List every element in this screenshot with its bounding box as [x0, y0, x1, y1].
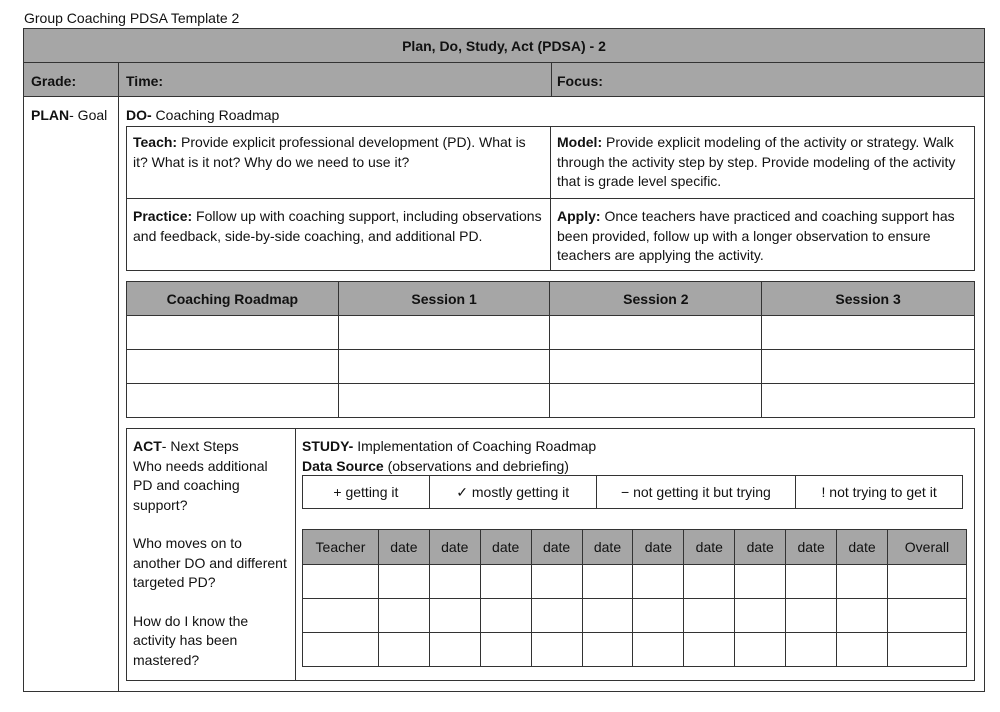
rating-getting-it: + getting it	[303, 476, 430, 509]
study-cell[interactable]	[480, 633, 531, 667]
divider	[551, 62, 552, 97]
form-header	[23, 28, 985, 63]
act-question-3: How do I know the activity has been mastered?	[133, 612, 249, 668]
study-cell[interactable]	[303, 565, 379, 599]
study-label-bold: STUDY-	[302, 438, 354, 454]
roadmap-cell[interactable]	[127, 350, 339, 384]
rating-not-trying: ! not trying to get it	[796, 476, 963, 509]
session-cell[interactable]	[338, 384, 550, 418]
roadmap-header-row	[127, 282, 975, 316]
column-divider	[118, 97, 119, 692]
divider	[118, 62, 119, 97]
study-cell[interactable]	[378, 565, 429, 599]
roadmap-header-cell: Coaching Roadmap	[127, 282, 339, 316]
session-cell[interactable]	[762, 350, 975, 384]
study-cell[interactable]	[837, 599, 888, 633]
study-cell[interactable]	[582, 565, 633, 599]
session-1-header: Session 1	[338, 282, 550, 316]
plan-label: PLAN	[31, 107, 70, 123]
info-row	[23, 62, 985, 97]
study-cell[interactable]	[429, 565, 480, 599]
do-label	[126, 106, 279, 126]
study-cell[interactable]	[837, 565, 888, 599]
session-cell[interactable]	[762, 384, 975, 418]
study-cell[interactable]	[735, 599, 786, 633]
study-cell[interactable]	[786, 599, 837, 633]
model-box	[550, 126, 975, 199]
model-label: Model:	[557, 134, 603, 150]
date-header: date	[582, 530, 633, 565]
apply-box	[550, 198, 975, 271]
date-header: date	[429, 530, 480, 565]
study-header-row	[303, 530, 967, 565]
study-cell[interactable]	[429, 599, 480, 633]
practice-box	[126, 198, 551, 271]
form-header-title: Plan, Do, Study, Act (PDSA) - 2	[402, 37, 606, 54]
table-row	[127, 350, 975, 384]
act-question-1: Who needs additional PD and coaching support?	[133, 457, 268, 513]
teacher-header: Teacher	[303, 530, 379, 565]
date-header: date	[837, 530, 888, 565]
data-source-text: (observations and debriefing)	[383, 458, 569, 474]
date-header: date	[378, 530, 429, 565]
study-label-text: Implementation of Coaching Roadmap	[353, 438, 597, 454]
rating-key-row	[303, 476, 963, 509]
data-source-label	[302, 457, 569, 477]
study-cell[interactable]	[887, 565, 966, 599]
act-question-2: Who moves on to another DO and different targeted PD?	[133, 535, 287, 590]
study-cell[interactable]	[582, 633, 633, 667]
study-cell[interactable]	[633, 633, 684, 667]
study-cell[interactable]	[480, 599, 531, 633]
study-cell[interactable]	[837, 633, 888, 667]
focus-label: Focus:	[557, 73, 603, 89]
session-cell[interactable]	[338, 316, 550, 350]
act-label-text: - Next Steps	[161, 438, 239, 454]
study-cell[interactable]	[378, 599, 429, 633]
session-cell[interactable]	[550, 350, 762, 384]
session-2-header: Session 2	[550, 282, 762, 316]
study-cell[interactable]	[531, 565, 582, 599]
study-cell[interactable]	[887, 633, 966, 667]
study-data-table	[302, 529, 967, 667]
date-header: date	[633, 530, 684, 565]
study-cell[interactable]	[684, 565, 735, 599]
do-label-text: Coaching Roadmap	[151, 107, 280, 123]
session-cell[interactable]	[762, 316, 975, 350]
plan-goal-text: - Goal	[69, 107, 108, 123]
study-cell[interactable]	[480, 565, 531, 599]
teach-label: Teach:	[133, 134, 178, 150]
plan-goal-label	[31, 106, 107, 126]
act-label-bold: ACT	[133, 438, 162, 454]
roadmap-cell[interactable]	[127, 384, 339, 418]
session-cell[interactable]	[338, 350, 550, 384]
time-label: Time:	[126, 73, 164, 89]
table-row	[303, 633, 967, 667]
date-header: date	[480, 530, 531, 565]
act-label	[133, 437, 288, 457]
data-source-bold: Data Source	[302, 458, 384, 474]
session-cell[interactable]	[550, 316, 762, 350]
rating-not-getting-it-but-trying: − not getting it but trying	[596, 476, 796, 509]
document-title: Group Coaching PDSA Template 2	[24, 10, 240, 26]
study-cell[interactable]	[303, 599, 379, 633]
date-header: date	[786, 530, 837, 565]
date-header: date	[735, 530, 786, 565]
study-cell[interactable]	[633, 565, 684, 599]
study-cell[interactable]	[786, 633, 837, 667]
act-section	[133, 437, 288, 670]
coaching-roadmap-table	[126, 281, 975, 418]
rating-key	[302, 475, 963, 509]
study-cell[interactable]	[531, 633, 582, 667]
study-cell[interactable]	[786, 565, 837, 599]
study-cell[interactable]	[684, 599, 735, 633]
teach-box	[126, 126, 551, 199]
study-cell[interactable]	[378, 633, 429, 667]
session-3-header: Session 3	[762, 282, 975, 316]
act-study-divider	[295, 428, 296, 681]
study-cell[interactable]	[684, 633, 735, 667]
session-cell[interactable]	[550, 384, 762, 418]
rating-mostly-getting-it: ✓ mostly getting it	[429, 476, 596, 509]
grade-label: Grade:	[31, 73, 77, 89]
practice-label: Practice:	[133, 208, 193, 224]
table-row	[303, 565, 967, 599]
date-header: date	[531, 530, 582, 565]
study-cell[interactable]	[735, 633, 786, 667]
table-row	[303, 599, 967, 633]
study-cell[interactable]	[303, 633, 379, 667]
apply-label: Apply:	[557, 208, 601, 224]
study-cell[interactable]	[429, 633, 480, 667]
study-cell[interactable]	[735, 565, 786, 599]
study-cell[interactable]	[531, 599, 582, 633]
table-row	[127, 384, 975, 418]
do-label-bold: DO-	[126, 107, 152, 123]
apply-text: Once teachers have practiced and coaching support has been provided, follow up with a longer observation to ensure teachers are applying the activity.	[557, 208, 955, 263]
study-cell[interactable]	[582, 599, 633, 633]
date-header: date	[684, 530, 735, 565]
roadmap-cell[interactable]	[127, 316, 339, 350]
study-cell[interactable]	[633, 599, 684, 633]
study-label	[302, 437, 596, 457]
overall-header: Overall	[887, 530, 966, 565]
teach-text: Provide explicit professional development (PD). What is it? What is it not? Why do we need to use it?	[133, 134, 526, 170]
table-row	[127, 316, 975, 350]
study-cell[interactable]	[887, 599, 966, 633]
model-text: Provide explicit modeling of the activity or strategy. Walk through the activity step by step. Provide modeling of the activity that is grade level specific.	[557, 134, 956, 189]
practice-text: Follow up with coaching support, including observations and feedback, side-by-side coaching, and additional PD.	[133, 208, 542, 244]
